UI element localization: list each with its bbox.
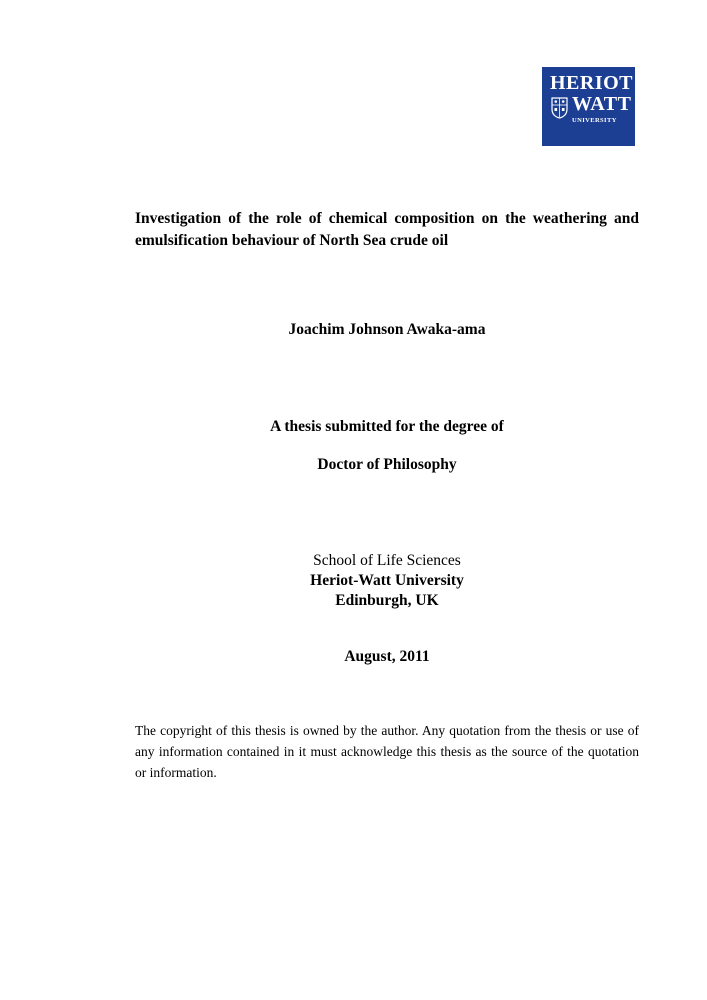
logo-watt-text: WATT [572,93,632,115]
degree-intro: A thesis submitted for the degree of [270,418,504,435]
degree-name: Doctor of Philosophy [317,456,457,473]
thesis-title: Investigation of the role of chemical composition on the weathering and emulsification behaviour of North Sea crude oil [135,210,639,249]
logo-university-text: UNIVERSITY [572,117,617,124]
copyright-notice: The copyright of this thesis is owned by the author. Any quotation from the thesis or use of any information contained in it must acknowledge this thesis as the source of the quotation or information. [135,723,639,780]
author-name: Joachim Johnson Awaka-ama [288,321,486,338]
crest-icon [551,97,568,119]
university-logo [542,67,635,146]
location: Edinburgh, UK [335,592,439,609]
logo-heriot-text: HERIOT [550,72,634,94]
submission-date: August, 2011 [344,648,430,665]
university-name: Heriot-Watt University [310,572,464,589]
school-name: School of Life Sciences [313,552,461,569]
